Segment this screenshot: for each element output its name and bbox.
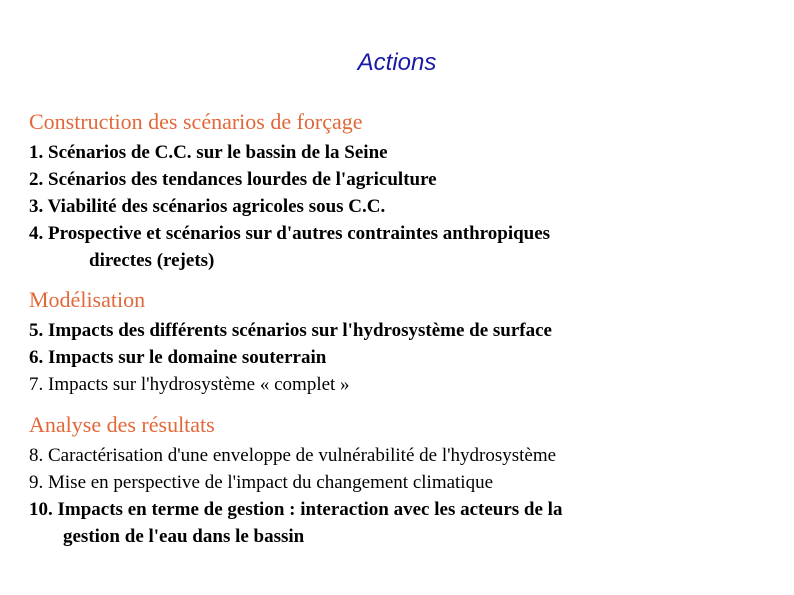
item-continuation: directes (rejets) [89,250,215,271]
item-text: 8. Caractérisation d'une enveloppe de vulnérabilité de l'hydrosystème [29,445,557,466]
item-text: 2. Scénarios des tendances lourdes de l'agriculture [29,169,437,190]
section-modelisation [29,287,769,398]
item-list [29,317,769,398]
list-item [29,469,769,496]
list-item [29,139,769,166]
page-title: Actions [357,49,437,76]
item-text: 7. Impacts sur l'hydrosystème « complet » [29,374,350,395]
list-item [29,496,769,550]
item-text: 4. Prospective et scénarios sur d'autres contraintes anthropiques [29,223,551,244]
list-item [29,193,769,220]
list-item [29,442,769,469]
list-item [29,344,769,371]
section-heading: Construction des scénarios de forçage [29,109,363,134]
section-heading: Modélisation [29,287,146,312]
item-continuation: gestion de l'eau dans le bassin [63,526,305,547]
item-text: 10. Impacts en terme de gestion : interaction avec les acteurs de la [29,499,563,520]
item-text: 6. Impacts sur le domaine souterrain [29,347,327,368]
item-list [29,442,769,550]
section-heading: Analyse des résultats [29,412,215,437]
section-analyse [29,412,769,550]
item-text: 9. Mise en perspective de l'impact du changement climatique [29,472,494,493]
section-construction [29,109,769,274]
item-text: 5. Impacts des différents scénarios sur l'hydrosystème de surface [29,320,552,341]
item-text: 1. Scénarios de C.C. sur le bassin de la Seine [29,142,388,163]
list-item [29,166,769,193]
list-item [29,317,769,344]
list-item [29,371,769,398]
list-item [29,220,769,274]
item-text: 3. Viabilité des scénarios agricoles sous C.C. [29,196,386,217]
item-list [29,139,769,274]
